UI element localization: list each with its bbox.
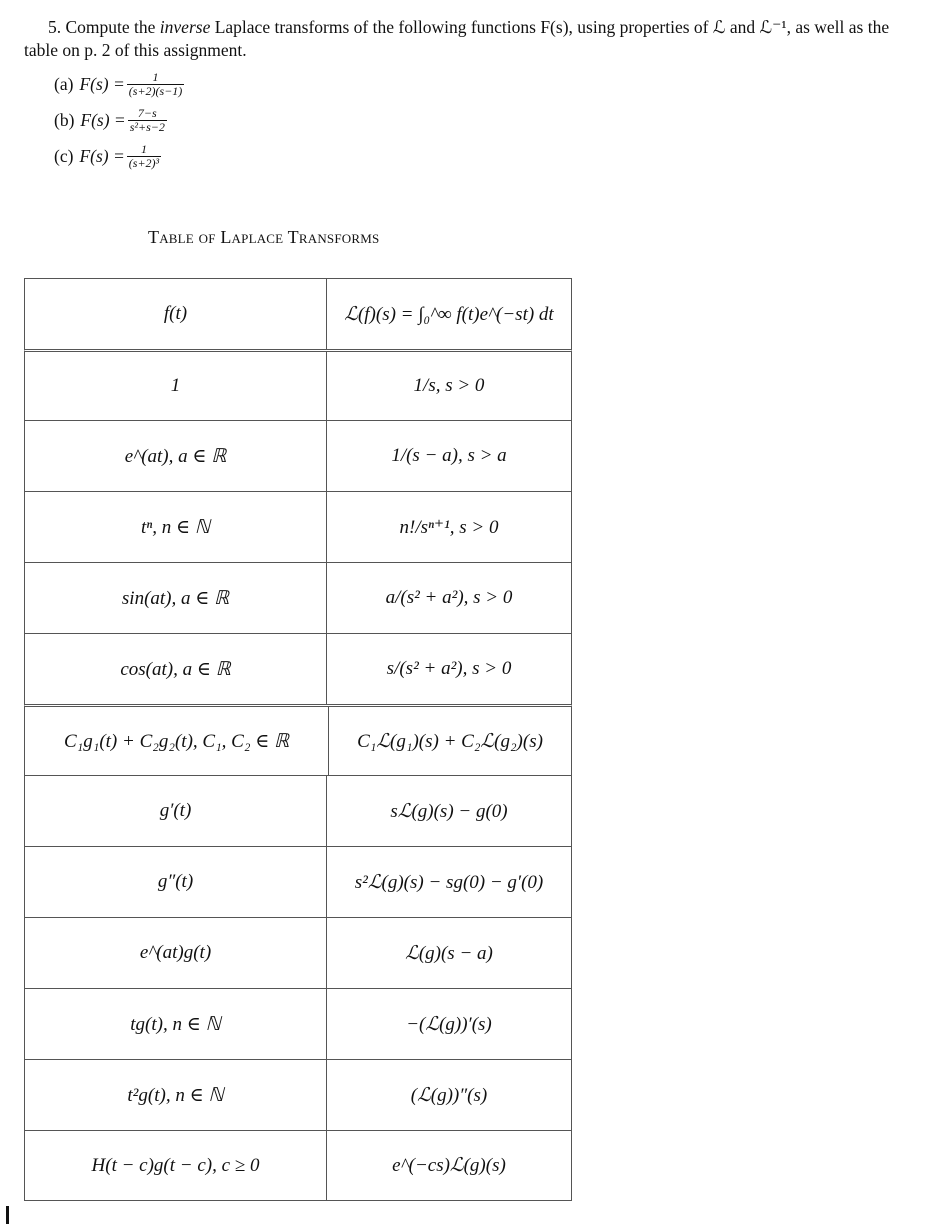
row-right: ℒ(g)(s − a) <box>405 942 493 964</box>
row-right: a/(s² + a²), s > 0 <box>385 587 513 608</box>
table-title: Table of Laplace Transforms <box>148 227 380 247</box>
intro-text-end: Laplace transforms of the following functions F(s), using properties of ℒ and ℒ⁻¹, as well as the table on p. 2 of this assignment. <box>24 17 890 60</box>
table-row <box>24 1059 572 1130</box>
part-lhs: F(s) = <box>80 109 126 130</box>
part-b <box>54 102 924 138</box>
fraction-denominator: s²+s−2 <box>129 119 165 134</box>
laplace-table <box>24 278 572 1201</box>
row-left: sin(at), a ∈ ℝ <box>25 563 327 633</box>
row-right: s²ℒ(g)(s) − sg(0) − g′(0) <box>354 871 544 893</box>
table-row <box>24 704 572 775</box>
part-label: (c) <box>54 145 74 166</box>
row-left: cos(at), a ∈ ℝ <box>25 634 327 704</box>
table-row <box>24 775 572 846</box>
row-left: e^(at)g(t) <box>25 918 327 988</box>
table-row <box>24 633 572 704</box>
problem-intro <box>24 16 924 62</box>
table-row <box>24 1130 572 1201</box>
table-header-row <box>24 278 572 349</box>
table-row <box>24 988 572 1059</box>
fraction-denominator: (s+2)(s−1) <box>128 83 183 98</box>
header-right: ℒ(f)(s) = ∫₀^∞ f(t)e^(−st) dt <box>344 303 554 325</box>
fraction-numerator: 1 <box>140 141 147 156</box>
row-left: 1 <box>25 352 327 420</box>
row-left: g″(t) <box>25 847 327 917</box>
table-row <box>24 420 572 491</box>
margin-mark <box>6 1206 9 1224</box>
part-fraction <box>128 107 167 134</box>
part-c <box>54 138 924 174</box>
row-right: 1/(s − a), s > a <box>391 445 507 466</box>
part-a <box>54 66 924 102</box>
row-right: e^(−cs)ℒ(g)(s) <box>392 1155 506 1176</box>
table-row <box>24 846 572 917</box>
part-lhs: F(s) = <box>79 145 125 166</box>
header-left: f(t) <box>25 279 327 349</box>
part-lhs: F(s) = <box>79 73 125 94</box>
row-left: t²g(t), n ∈ ℕ <box>25 1060 327 1130</box>
part-fraction <box>127 143 161 170</box>
row-right: C₁ℒ(g₁)(s) + C₂ℒ(g₂)(s) <box>357 730 543 752</box>
row-left: e^(at), a ∈ ℝ <box>25 421 327 491</box>
table-row <box>24 349 572 420</box>
fraction-numerator: 1 <box>152 69 159 84</box>
row-left: H(t − c)g(t − c), c ≥ 0 <box>25 1131 327 1200</box>
part-label: (a) <box>54 73 74 94</box>
row-left: tⁿ, n ∈ ℕ <box>25 492 327 562</box>
row-right: −(ℒ(g))′(s) <box>406 1013 492 1035</box>
row-left: C₁g₁(t) + C₂g₂(t), C₁, C₂ ∈ ℝ <box>25 707 329 775</box>
problem-statement <box>24 16 924 174</box>
row-right: n!/sⁿ⁺¹, s > 0 <box>399 516 499 538</box>
row-right: (ℒ(g))″(s) <box>410 1084 488 1106</box>
table-row <box>24 562 572 633</box>
table-row <box>24 917 572 988</box>
row-left: tg(t), n ∈ ℕ <box>25 989 327 1059</box>
table-row <box>24 491 572 562</box>
row-left: g′(t) <box>25 776 327 846</box>
problem-parts <box>54 66 924 174</box>
intro-emphasis: inverse <box>159 17 211 37</box>
row-right: 1/s, s > 0 <box>413 375 485 396</box>
fraction-denominator: (s+2)³ <box>128 155 160 170</box>
fraction-numerator: 7−s <box>137 105 157 120</box>
row-right: sℒ(g)(s) − g(0) <box>390 800 508 822</box>
row-right: s/(s² + a²), s > 0 <box>386 658 512 679</box>
part-label: (b) <box>54 109 75 130</box>
intro-text-start: 5. Compute the <box>48 17 160 37</box>
part-fraction <box>127 71 185 98</box>
